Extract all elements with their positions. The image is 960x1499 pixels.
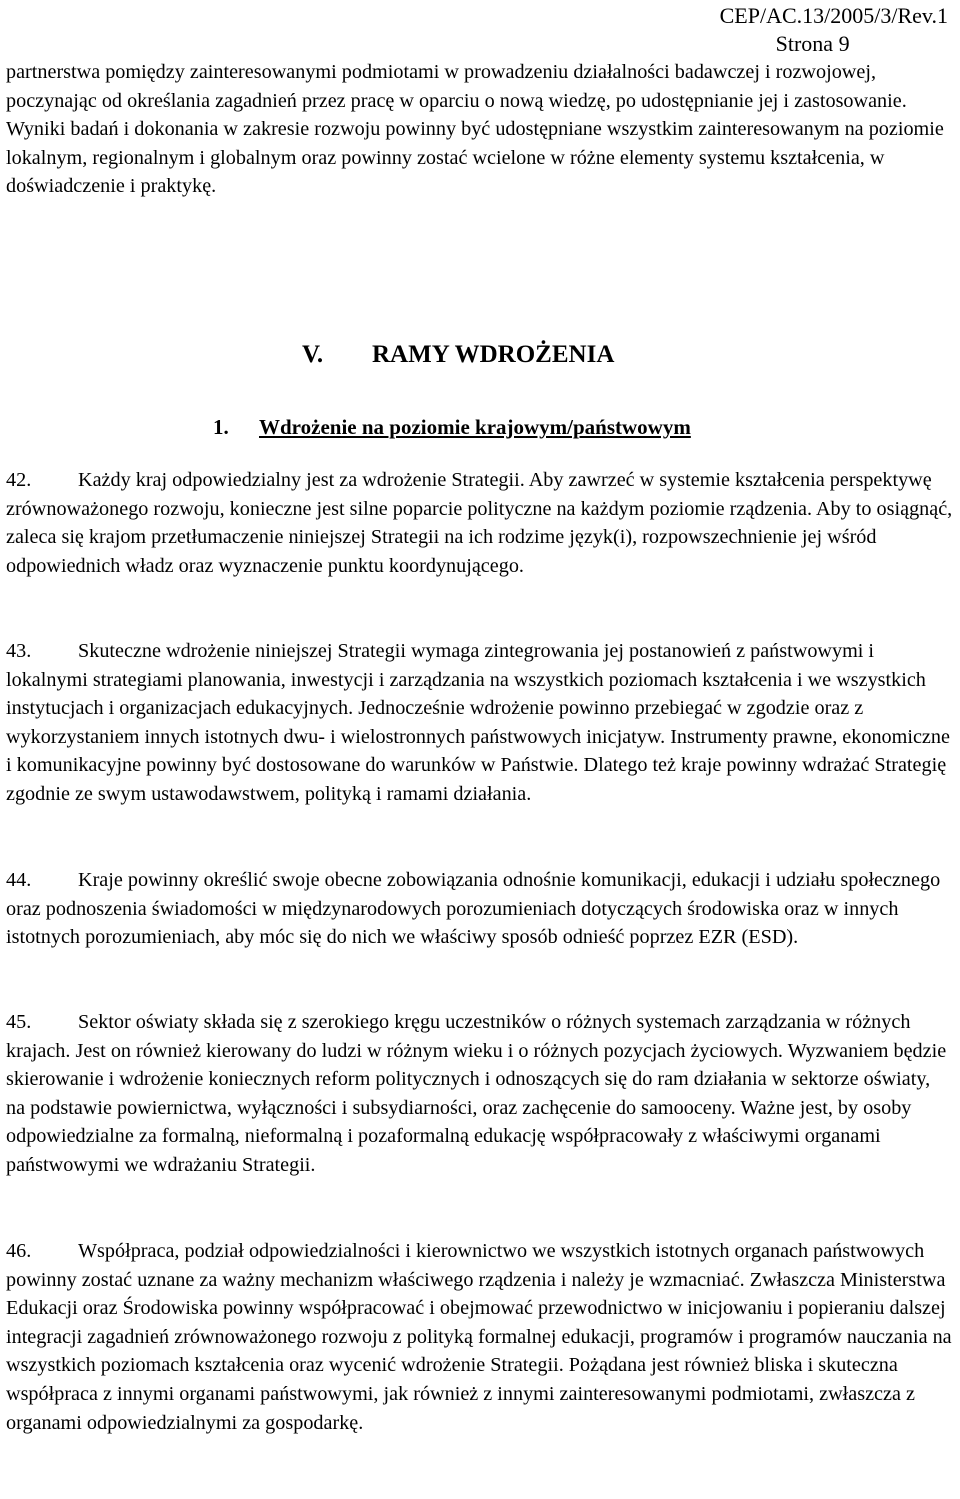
paragraph-text: Każdy kraj odpowiedzialny jest za wdrożenie Strategii. Aby zawrzeć w systemie kształcenia perspektywę zrównoważonego rozwoju, konieczne jest silne poparcie polityczne na każdym poziomie rządzenia. Aby to osiągnąć, zaleca się krajom przetłumaczenie niniejszej Strategii na ich rodzime język(i), rozpowszechnienie jej wśród odpowiednich władz oraz wyznaczenie punktu koordynującego. [6, 469, 953, 577]
paragraph-text: Kraje powinny określić swoje obecne zobowiązania odnośnie komunikacji, edukacji i udziału społecznego oraz podnoszenia świadomości w międzynarodowych porozumieniach dotyczących środowiska oraz w innych istotnych porozumieniach, aby móc się do nich we właściwy sposób odnieść poprzez EZR (ESD). [6, 869, 941, 949]
paragraph-number: 46. [6, 1240, 32, 1262]
numbered-paragraph [6, 866, 954, 952]
paragraph-text: Sektor oświaty składa się z szerokiego kręgu uczestników o różnych systemach zarządzania w różnych krajach. Jest on również kierowany do ludzi w różnym wieku i o różnych pozycjach życiowych. Wyzwaniem będzie skierowanie i wdrożenie koniecznych reform politycznych i odnoszących się do ram działania w sektorze oświaty, na podstawie powiernictwa, wyłączności i subsydiarności, oraz zachęcenie do samooceny. Ważne jest, by osoby odpowiedzialne za formalną, nieformalną i pozaformalną edukację współpracowały z właściwymi organami państwowymi we wdrażaniu Strategii. [6, 1011, 947, 1176]
section-number: V. [302, 341, 324, 368]
paragraph-number: 42. [6, 469, 32, 491]
intro-paragraph: partnerstwa pomiędzy zainteresowanymi podmiotami w prowadzeniu działalności badawczej i rozwojowej, poczynając od określania zagadnień przez pracę w oparciu o nową wiedzę, po udostępnianie jej i zastosowanie. Wyniki badań i dokonania w zakresie rozwoju powinny być udostępniane wszystkim zainteresowanym na poziomie lokalnym, regionalnym i globalnym oraz powinny zostać wcielone w różne elementy systemu kształcenia, w doświadczenie i praktykę. [6, 61, 944, 198]
subsection-heading [213, 412, 691, 442]
page-header [720, 2, 948, 58]
subsection-number: 1. [213, 415, 229, 439]
paragraph-number: 45. [6, 1011, 32, 1033]
paragraph-text: Współpraca, podział odpowiedzialności i kierownictwo we wszystkich istotnych organach państwowych powinny zostać uznane za ważny mechanizm właściwego rządzenia i należy je wzmacniać. Zwłaszcza Ministerstwa Edukacji oraz Środowiska powinny współpracować i obejmować przewodnictwo w inicjowaniu i popieraniu dalszej integracji zagadnień zrównoważonego rozwoju z polityką formalnej edukacji, programów i programów nauczania na wszystkich poziomach kształcenia oraz wycenić wdrożenie Strategii. Pożądana jest również bliska i skuteczna współpraca z innymi organami państwowymi, jak również z innymi zainteresowanymi podmiotami, zwłaszcza z organami odpowiedzialnymi za gospodarkę. [6, 1240, 952, 1434]
document-reference: CEP/AC.13/2005/3/Rev.1 [719, 3, 948, 28]
numbered-paragraph [6, 637, 954, 809]
subsection-title: Wdrożenie na poziomie krajowym/państwowym [259, 415, 691, 439]
page-number: Strona 9 [775, 31, 850, 56]
section-title: RAMY WDROŻENIA [372, 341, 615, 368]
numbered-paragraph [6, 466, 954, 580]
paragraph-text: Skuteczne wdrożenie niniejszej Strategii wymaga zintegrowania jej postanowień z państwowymi i lokalnymi strategiami planowania, inwestycji i zarządzania na wszystkich poziomach kształcenia i we wszystkich instytucjach i organizacjach edukacyjnych. Jednocześnie wdrożenie powinno przebiegać w zgodzie oraz z wykorzystaniem innych istotnych dwu- i wielostronnych państwowych inicjatyw. Instrumenty prawne, ekonomiczne i komunikacyjne powinny być dostosowane do warunków w Państwie. Dlatego też kraje powinny wdrażać Strategię zgodnie ze swym ustawodawstwem, polityką i ramami działania. [6, 640, 950, 805]
paragraph-number: 43. [6, 640, 32, 662]
numbered-paragraph [6, 1008, 954, 1180]
paragraph-number: 44. [6, 869, 32, 891]
numbered-paragraph [6, 1237, 954, 1437]
section-heading [302, 338, 614, 372]
